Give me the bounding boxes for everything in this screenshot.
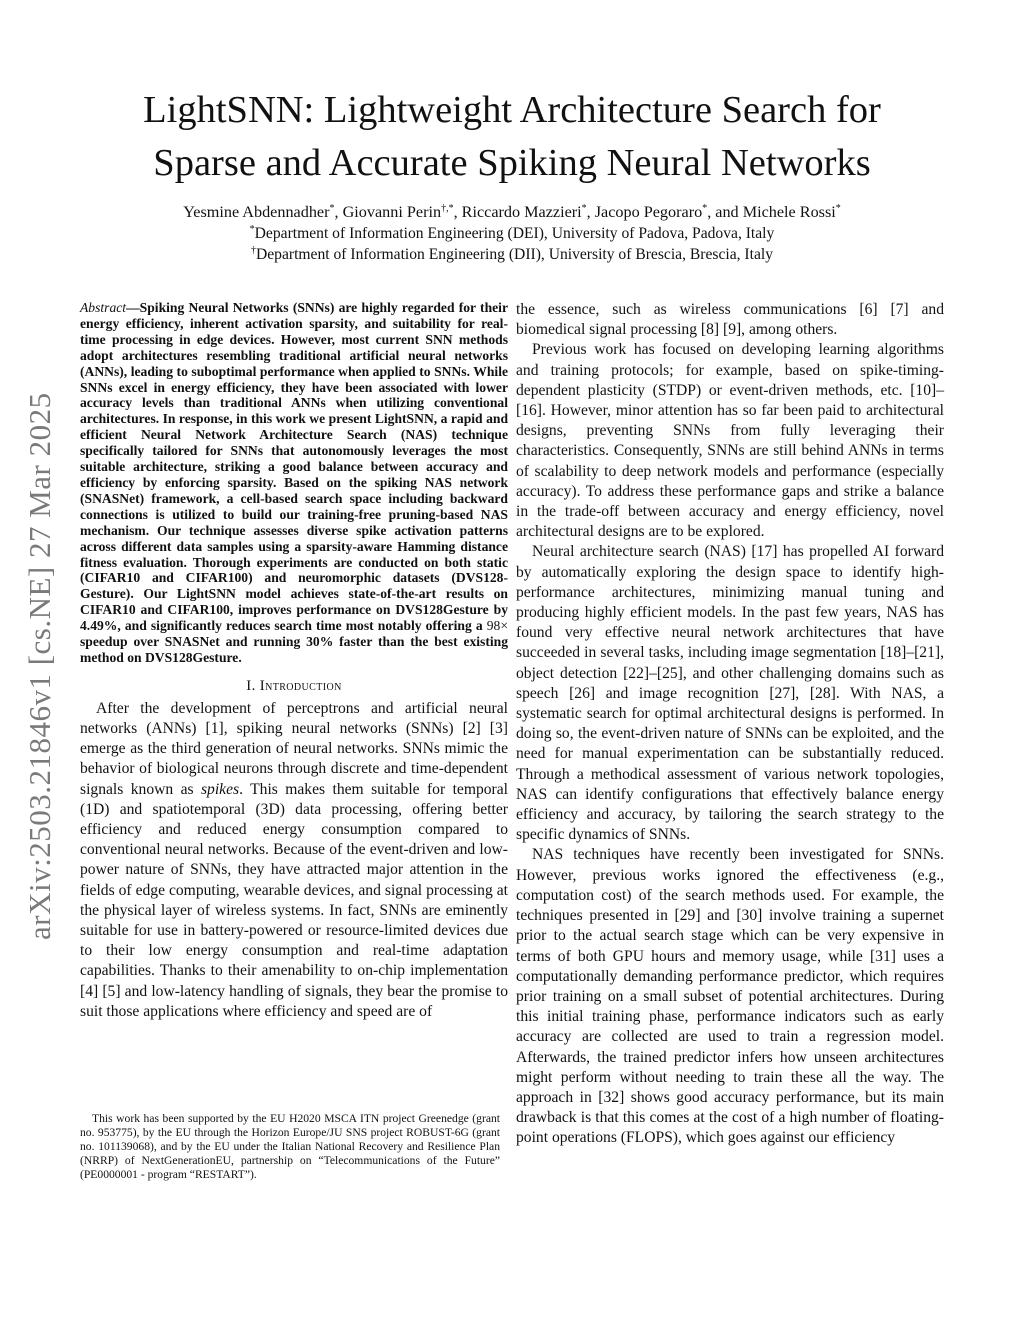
affiliation-mark: † <box>250 245 256 256</box>
title-line-1: LightSNN: Lightweight Architecture Search for <box>143 89 881 131</box>
section-title: Introduction <box>259 677 342 694</box>
abstract-speedup: 98× <box>486 618 508 634</box>
author-name: , Jacopo Pegoraro <box>586 203 703 221</box>
abstract <box>80 300 508 666</box>
abstract-text-1: —Spiking Neural Networks (SNNs) are highly regarded for their energy efficiency, inherent activation sparsity, and suitability for real-time processing in edge devices. However, most current SNN methods adopt architectures resembling traditional artificial neural networks (ANNs), leading to suboptimal performance when applied to SNNs. While SNNs excel in energy efficiency, they have been associated with lower accuracy levels than traditional ANNs when utilizing conventional architectures. In response, in this work we present LightSNN, a rapid and efficient Neural Network Architecture Search (NAS) technique specifically tailored for SNNs that autonomously leverages the most suitable architecture, striking a good balance between accuracy and efficiency by enforcing sparsity. Based on the spiking NAS network (SNASNet) framework, a cell-based search space including backward connections is utilized to build our training-free pruning-based NAS mechanism. Our technique assesses diverse spike activation patterns across different data samples using a sparsity-aware Hamming distance fitness evaluation. Thorough experiments are conducted on both static (CIFAR10 and CIFAR100) and neuromorphic datasets (DVS128-Gesture). Our LightSNN model achieves state-of-the-art results on CIFAR10 and CIFAR100, improves performance on DVS128Gesture by 4.49%, and significantly reduces search time most notably offering a <box>80 300 508 634</box>
affiliation-mark: * <box>249 224 255 235</box>
abstract-text-2: speedup over SNASNet and running 30% faster than the best existing method on DVS128Gesture. <box>80 634 508 665</box>
affiliation-1 <box>90 224 934 244</box>
author-mark: †,* <box>441 203 454 214</box>
author-mark: * <box>835 203 841 214</box>
intro-paragraph-3: Neural architecture search (NAS) [17] has propelled AI forward by automatically exploring the design space to identify high-performance architectures, minimizing manual tuning and producing highly efficient models. In the past few years, NAS has found very effective neural network architectures that have succeeded in several tasks, including image segmentation [18]–[21], object detection [22]–[25], and other challenging domains such as speech [26] and image recognition [27], [28]. With NAS, a systematic search for optimal architectural designs is performed. In doing so, the event-driven nature of SNNs can be exploited, and the need for manual experimentation can be substantially reduced. Through a methodical assessment of various network topologies, NAS can identify configurations that effectively balance energy efficiency and accuracy, by tailoring the search strategy to the specific dynamics of SNNs. <box>516 543 944 844</box>
affiliation-text: Department of Information Engineering (DII), University of Brescia, Brescia, Italy <box>255 246 773 263</box>
intro-paragraph-2: Previous work has focused on developing learning algorithms and training protocols; for example, based on spike-timing-dependent plasticity (STDP) or event-driven methods, etc. [10]–[16]. However, minor attention has so far been paid to architectural designs, preventing SNNs from fully leveraging their characteristics. Consequently, SNNs are still behind ANNs in terms of scalability to deep network models and performance (especially accuracy). To address these performance gaps and strike a balance in the trade-off between accuracy and energy efficiency, novel architectural designs are to be explored. <box>516 341 944 541</box>
author-name: , Giovanni Perin <box>334 203 442 221</box>
arxiv-identifier-stamp: arXiv:2503.21846v1 [cs.NE] 27 Mar 2025 <box>22 392 57 940</box>
section-number: I. <box>246 677 260 694</box>
left-column <box>80 300 508 1022</box>
section-heading-introduction <box>80 678 508 695</box>
abstract-label: Abstract <box>80 300 127 315</box>
emphasis-spikes: spikes <box>200 780 240 798</box>
paragraph-text: After the development of perceptrons and artificial neural networks (ANNs) [1], spiking neural networks (SNNs) [2] [3] emerge as the third generation of neural networks. SNNs mimic the behavior of biological neurons through discrete and time-dependent signals known as <box>80 699 508 798</box>
author-name: Yesmine Abdennadher <box>183 203 330 221</box>
affiliation-2 <box>90 245 934 265</box>
affiliation-text: Department of Information Engineering (DEI), University of Padova, Padova, Italy <box>254 225 775 242</box>
paragraph-text: . This makes them suitable for temporal (1D) and spatiotemporal (3D) data processing, offering better efficiency and reduced energy consumption compared to conventional neural networks. Because of the event-driven and low-power nature of SNNs, they have attracted major attention in the fields of edge computing, wearable devices, and signal processing at the physical layer of wireless systems. In fact, SNNs are eminently suitable for use in battery-powered or resource-limited devices due to their low energy consumption and real-time adaptation capabilities. Thanks to their amenability to on-chip implementation [4] [5] and low-latency handling of signals, they bear the promise to suit those applications where efficiency and speed are of <box>80 780 509 1020</box>
author-list <box>90 202 934 223</box>
intro-paragraph-continued: the essence, such as wireless communications [6] [7] and biomedical signal processing [8] [9], among others. <box>516 301 944 339</box>
intro-paragraph-1 <box>80 699 508 1022</box>
author-mark: * <box>702 203 708 214</box>
author-name: , and Michele Rossi <box>707 203 836 221</box>
funding-footnote: This work has been supported by the EU H2020 MSCA ITN project Greenedge (grant no. 953775), by the EU through the Horizon Europe/JU SNS project ROBUST-6G (grant no. 101139068), and by the EU under the Italian National Recovery and Resilience Plan (NRRP) of NextGenerationEU, partnership on “Telecommunications of the Future” (PE0000001 - program “RESTART”). <box>80 1112 500 1181</box>
paper-title <box>90 84 934 190</box>
right-column <box>516 300 944 1149</box>
title-line-2: Sparse and Accurate Spiking Neural Networks <box>153 142 871 184</box>
author-mark: * <box>329 203 335 214</box>
author-name: , Riccardo Mazzieri <box>453 203 582 221</box>
author-mark: * <box>581 203 587 214</box>
intro-paragraph-4: NAS techniques have recently been investigated for SNNs. However, previous works ignored the effectiveness (e.g., computation cost) of the search methods used. For example, the techniques presented in [29] and [30] involve training a supernet prior to the actual search stage which can be very expensive in terms of both GPU hours and memory usage, while [31] uses a computationally demanding performance predictor, which requires prior training on a small subset of potential architectures. During this initial training phase, performance indicators such as early accuracy are collected are used to train a regression model. Afterwards, the trained predictor infers how unseen architectures might perform without needing to train these all the way. The approach in [32] shows good accuracy performance, but its main drawback is that this comes at the cost of a high number of floating-point operations (FLOPS), which goes against our efficiency <box>516 846 944 1147</box>
